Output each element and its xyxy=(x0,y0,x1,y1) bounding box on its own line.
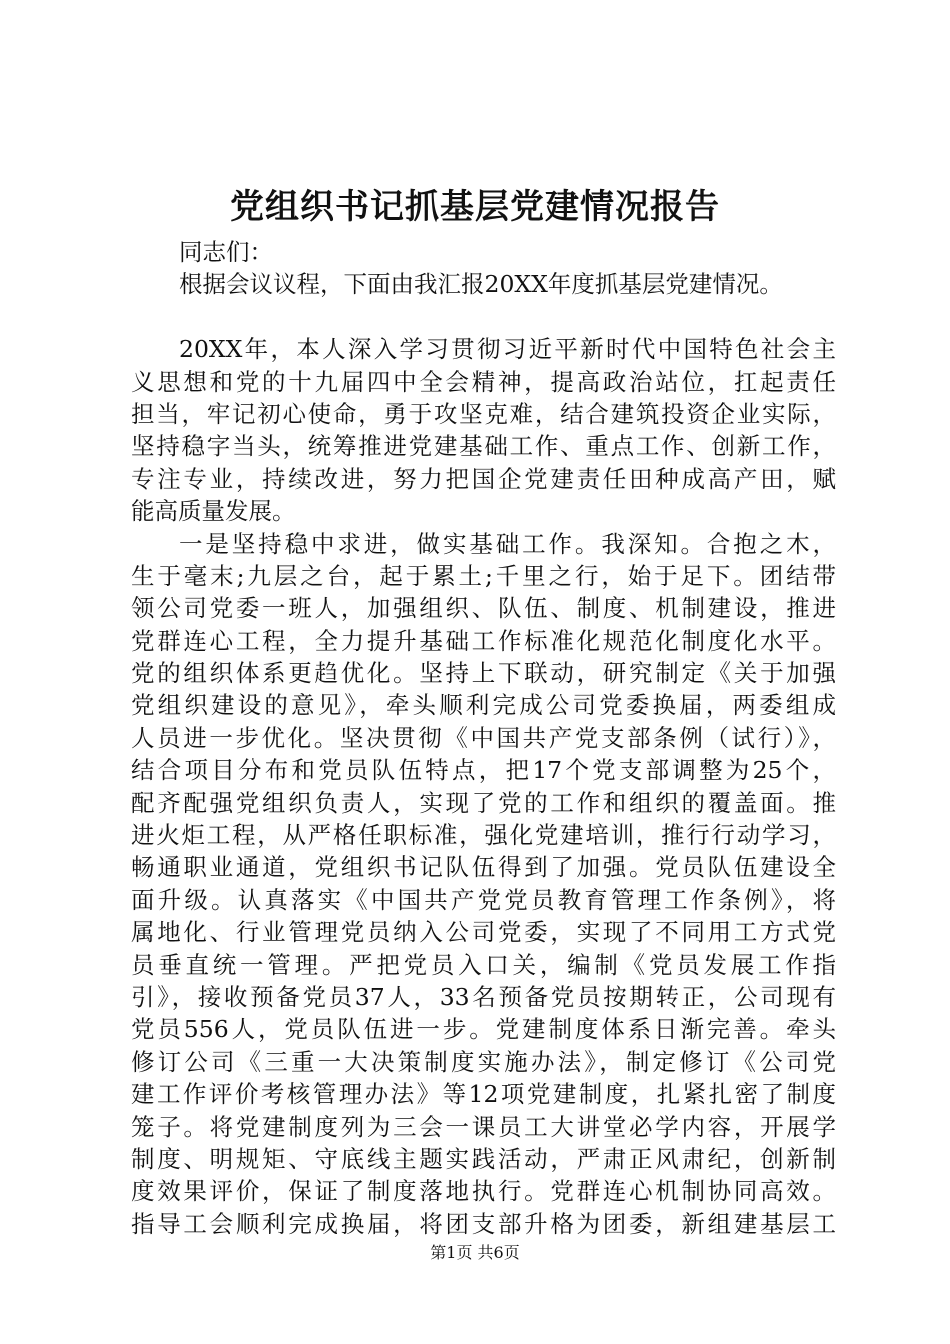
text-line: 20XX年，本人深入学习贯彻习近平新时代中国特色社会主 xyxy=(179,335,836,364)
text-line: 义思想和党的十九届四中全会精神，提高政治站位，扛起责任 xyxy=(131,367,836,396)
text-line: 能高质量发展。 xyxy=(131,497,296,526)
text-line: 员垂直统一管理。严把党员入口关，编制《党员发展工作指 xyxy=(131,950,836,979)
text-line: 进火炬工程，从严格任职标准，强化党建培训，推行行动学习， xyxy=(131,821,836,850)
text-line: 坚持稳字当头，统筹推进党建基础工作、重点工作、创新工作， xyxy=(131,432,836,461)
text-line: 党群连心工程，全力提升基础工作标准化规范化制度化水平。 xyxy=(131,626,836,655)
text-line: 属地化、行业管理党员纳入公司党委，实现了不同用工方式党 xyxy=(131,918,836,947)
text-line: 建工作评价考核管理办法》等12项党建制度，扎紧扎密了制度 xyxy=(131,1080,836,1109)
text-line: 领公司党委一班人，加强组织、队伍、制度、机制建设，推进 xyxy=(131,594,836,623)
text-line: 同志们： xyxy=(179,238,273,266)
text-line: 畅通职业通道，党组织书记队伍得到了加强。党员队伍建设全 xyxy=(131,853,836,882)
text-line: 笼子。将党建制度列为三会一课员工大讲堂必学内容，开展学 xyxy=(131,1112,836,1141)
text-line: 担当，牢记初心使命，勇于攻坚克难，结合建筑投资企业实际， xyxy=(131,399,836,428)
text-line: 党的组织体系更趋优化。坚持上下联动，研究制定《关于加强 xyxy=(131,659,836,688)
text-line: 根据会议议程，下面由我汇报20XX年度抓基层党建情况。 xyxy=(179,270,783,299)
text-line: 结合项目分布和党员队伍特点，把17个党支部调整为25个， xyxy=(131,756,836,785)
text-line: 修订公司《三重一大决策制度实施办法》，制定修订《公司党 xyxy=(131,1047,836,1076)
text-line: 人员进一步优化。坚决贯彻《中国共产党支部条例（试行）》， xyxy=(131,723,836,752)
blank-line xyxy=(131,301,836,333)
text-line: 专注专业，持续改进，努力把国企党建责任田种成高产田，赋 xyxy=(131,464,836,493)
document-body xyxy=(131,236,836,1240)
text-line: 配齐配强党组织负责人，实现了党的工作和组织的覆盖面。推 xyxy=(131,788,836,817)
text-line: 一是坚持稳中求进，做实基础工作。我深知。合抱之木， xyxy=(179,529,836,558)
text-line: 党员556人，党员队伍进一步。党建制度体系日渐完善。牵头 xyxy=(131,1015,836,1044)
text-line: 指导工会顺利完成换届，将团支部升格为团委，新组建基层工 xyxy=(131,1209,836,1238)
text-line: 面升级。认真落实《中国共产党党员教育管理工作条例》，将 xyxy=(131,885,836,914)
text-line: 引》，接收预备党员37人，33名预备党员按期转正，公司现有 xyxy=(131,982,836,1011)
text-line: 生于毫末;九层之台，起于累土;千里之行，始于足下。团结带 xyxy=(131,561,836,590)
text-line: 度效果评价，保证了制度落地执行。党群连心机制协同高效。 xyxy=(131,1177,836,1206)
document-title: 党组织书记抓基层党建情况报告 xyxy=(230,187,720,227)
text-line: 党组织建设的意见》，牵头顺利完成公司党委换届，两委组成 xyxy=(131,691,836,720)
text-line: 制度、明规矩、守底线主题实践活动，严肃正风肃纪，创新制 xyxy=(131,1144,836,1173)
page-footer: 第1页 共6页 xyxy=(430,1243,520,1262)
